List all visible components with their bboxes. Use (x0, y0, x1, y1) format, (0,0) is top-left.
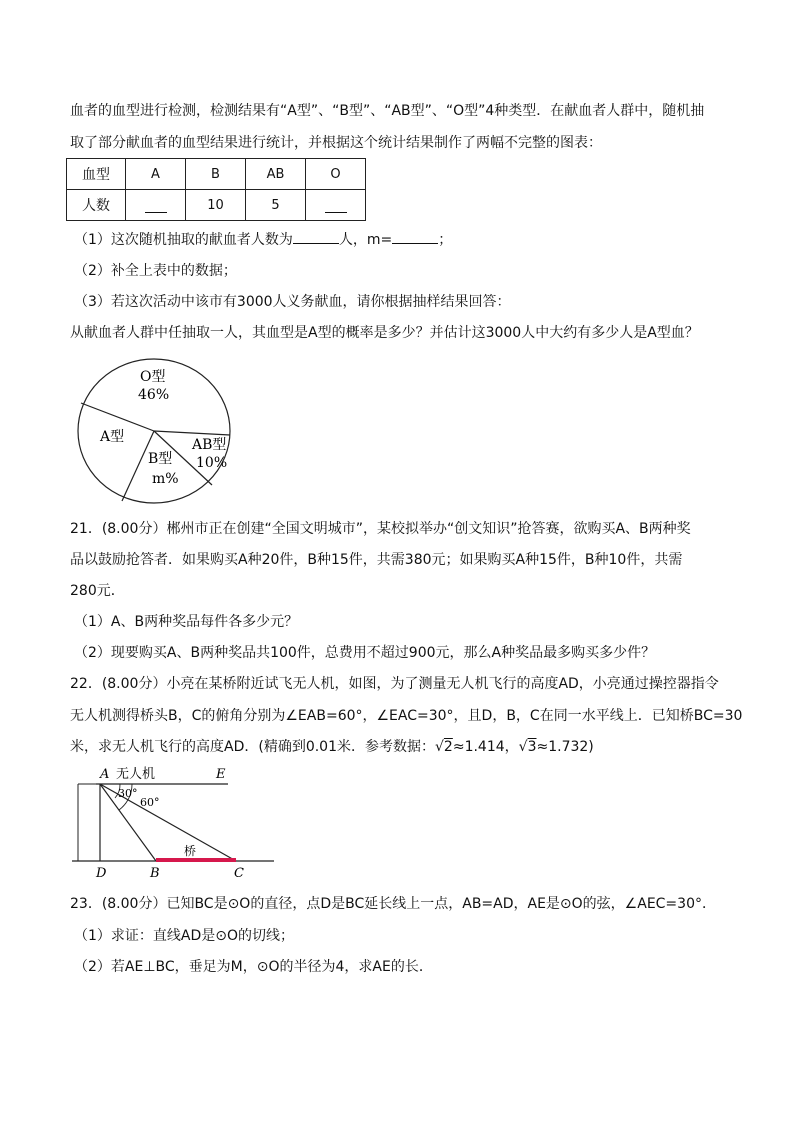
q21-sub-1: （1）A、B两种奖品每件各多少元？ (74, 614, 299, 630)
q22-line-1: 22．(8.00分）小亮在某桥附近试飞无人机，如图，为了测量无人机飞行的高度AD，小亮通过操控器指令 (70, 676, 719, 692)
pie-label-ab: AB型 (192, 437, 227, 453)
q23-sub-1: （1）求证：直线AD是⊙O的切线； (74, 928, 295, 944)
ref-value-sqrt3: ≈1.732) (536, 739, 594, 755)
sqrt-symbol: √ (435, 739, 444, 755)
pie-divider-o-ab (154, 431, 230, 435)
q23-line-1: 23．(8.00分）已知BC是⊙O的直径，点D是BC延长线上一点，AB=AD，AE是⊙O的弦，∠AEC=30°． (70, 896, 716, 912)
drone-geometry-figure (68, 763, 283, 883)
q20-sub-1-text: （1）这次随机抽取的献血者人数为 (74, 232, 293, 248)
table-cell-blank (126, 190, 186, 221)
table-cell: 10 (186, 190, 246, 221)
label-drone: 无人机 (116, 767, 156, 782)
q20-sub-3-question: 从献血者人群中任抽取一人，其血型是A型的概率是多少？并估计这3000人中大约有多少人是A型血？ (70, 325, 699, 341)
q21-line-1: 21．(8.00分）郴州市正在创建“全国文明城市”，某校拟举办“创文知识”抢答赛，欲购买A、B两种奖 (70, 521, 691, 537)
q20-sub-1-text-2: 人，m= (338, 232, 393, 248)
table-cell: B (186, 159, 246, 190)
q20-line-2: 取了部分献血者的血型结果进行统计，并根据这个统计结果制作了两幅不完整的图表： (70, 135, 602, 151)
answer-blank (293, 229, 339, 244)
table-cell: 5 (246, 190, 306, 221)
q20-sub-1-text-3: ； (438, 232, 453, 248)
table-cell-blank (306, 190, 366, 221)
table-cell: 血型 (67, 159, 126, 190)
blood-type-pie-chart (70, 355, 240, 505)
answer-blank (145, 198, 167, 213)
label-e: E (216, 767, 226, 782)
label-angle-30: 30° (118, 787, 138, 800)
q23-sub-2: （2）若AE⊥BC，垂足为M，⊙O的半径为4，求AE的长． (74, 959, 433, 975)
table-row (67, 190, 366, 221)
label-d: D (96, 866, 107, 881)
answer-blank (392, 229, 438, 244)
pie-value-o: 46% (138, 387, 170, 403)
pie-label-b: B型 (148, 451, 173, 467)
table-row (67, 159, 366, 190)
sqrt-symbol: √ (518, 739, 528, 755)
table-cell: O (306, 159, 366, 190)
pie-divider-a-o (81, 403, 154, 431)
sqrt-2-radicand: 2 (443, 739, 453, 755)
label-a: A (100, 767, 110, 782)
pie-label-a: A型 (100, 429, 125, 445)
q20-sub-1 (74, 229, 452, 250)
q21-line-3: 280元． (70, 583, 125, 599)
label-bridge: 桥 (184, 844, 197, 858)
label-b: B (150, 866, 160, 881)
table-cell: A (126, 159, 186, 190)
table-cell: AB (246, 159, 306, 190)
ref-value-sqrt2: ≈1.414， (452, 739, 519, 755)
q22-line-2: 无人机测得桥头B，C的俯角分别为∠EAB=60°，∠EAC=30°，且D，B，C在同一水平线上．已知桥BC=30 (70, 708, 743, 724)
q22-line-3-text: 米，求无人机飞行的高度AD．(精确到0.01米．参考数据： (70, 739, 435, 755)
answer-blank (325, 198, 347, 213)
label-angle-60: 60° (140, 796, 160, 809)
sqrt-3-radicand: 3 (527, 739, 537, 755)
pie-value-ab: 10% (196, 455, 228, 471)
q21-sub-2: （2）现要购买A、B两种奖品共100件，总费用不超过900元，那么A种奖品最多购买多少件？ (74, 645, 656, 661)
q20-sub-2: （2）补全上表中的数据； (74, 263, 237, 279)
q21-line-2: 品以鼓励抢答者．如果购买A种20件，B种15件，共需380元；如果购买A种15件，B种10件，共需 (70, 552, 683, 568)
pie-label-o: O型 (140, 369, 166, 385)
blood-type-table (66, 158, 366, 221)
pie-value-b: m% (152, 471, 179, 487)
q20-line-1: 血者的血型进行检测，检测结果有“A型”、“B型”、“AB型”、“O型”4种类型．在献血者人群中，随机抽 (70, 103, 705, 119)
q20-sub-3: （3）若这次活动中该市有3000人义务献血，请你根据抽样结果回答： (74, 294, 511, 310)
table-cell: 人数 (67, 190, 126, 221)
q22-line-3 (70, 737, 594, 757)
label-c: C (234, 866, 244, 881)
